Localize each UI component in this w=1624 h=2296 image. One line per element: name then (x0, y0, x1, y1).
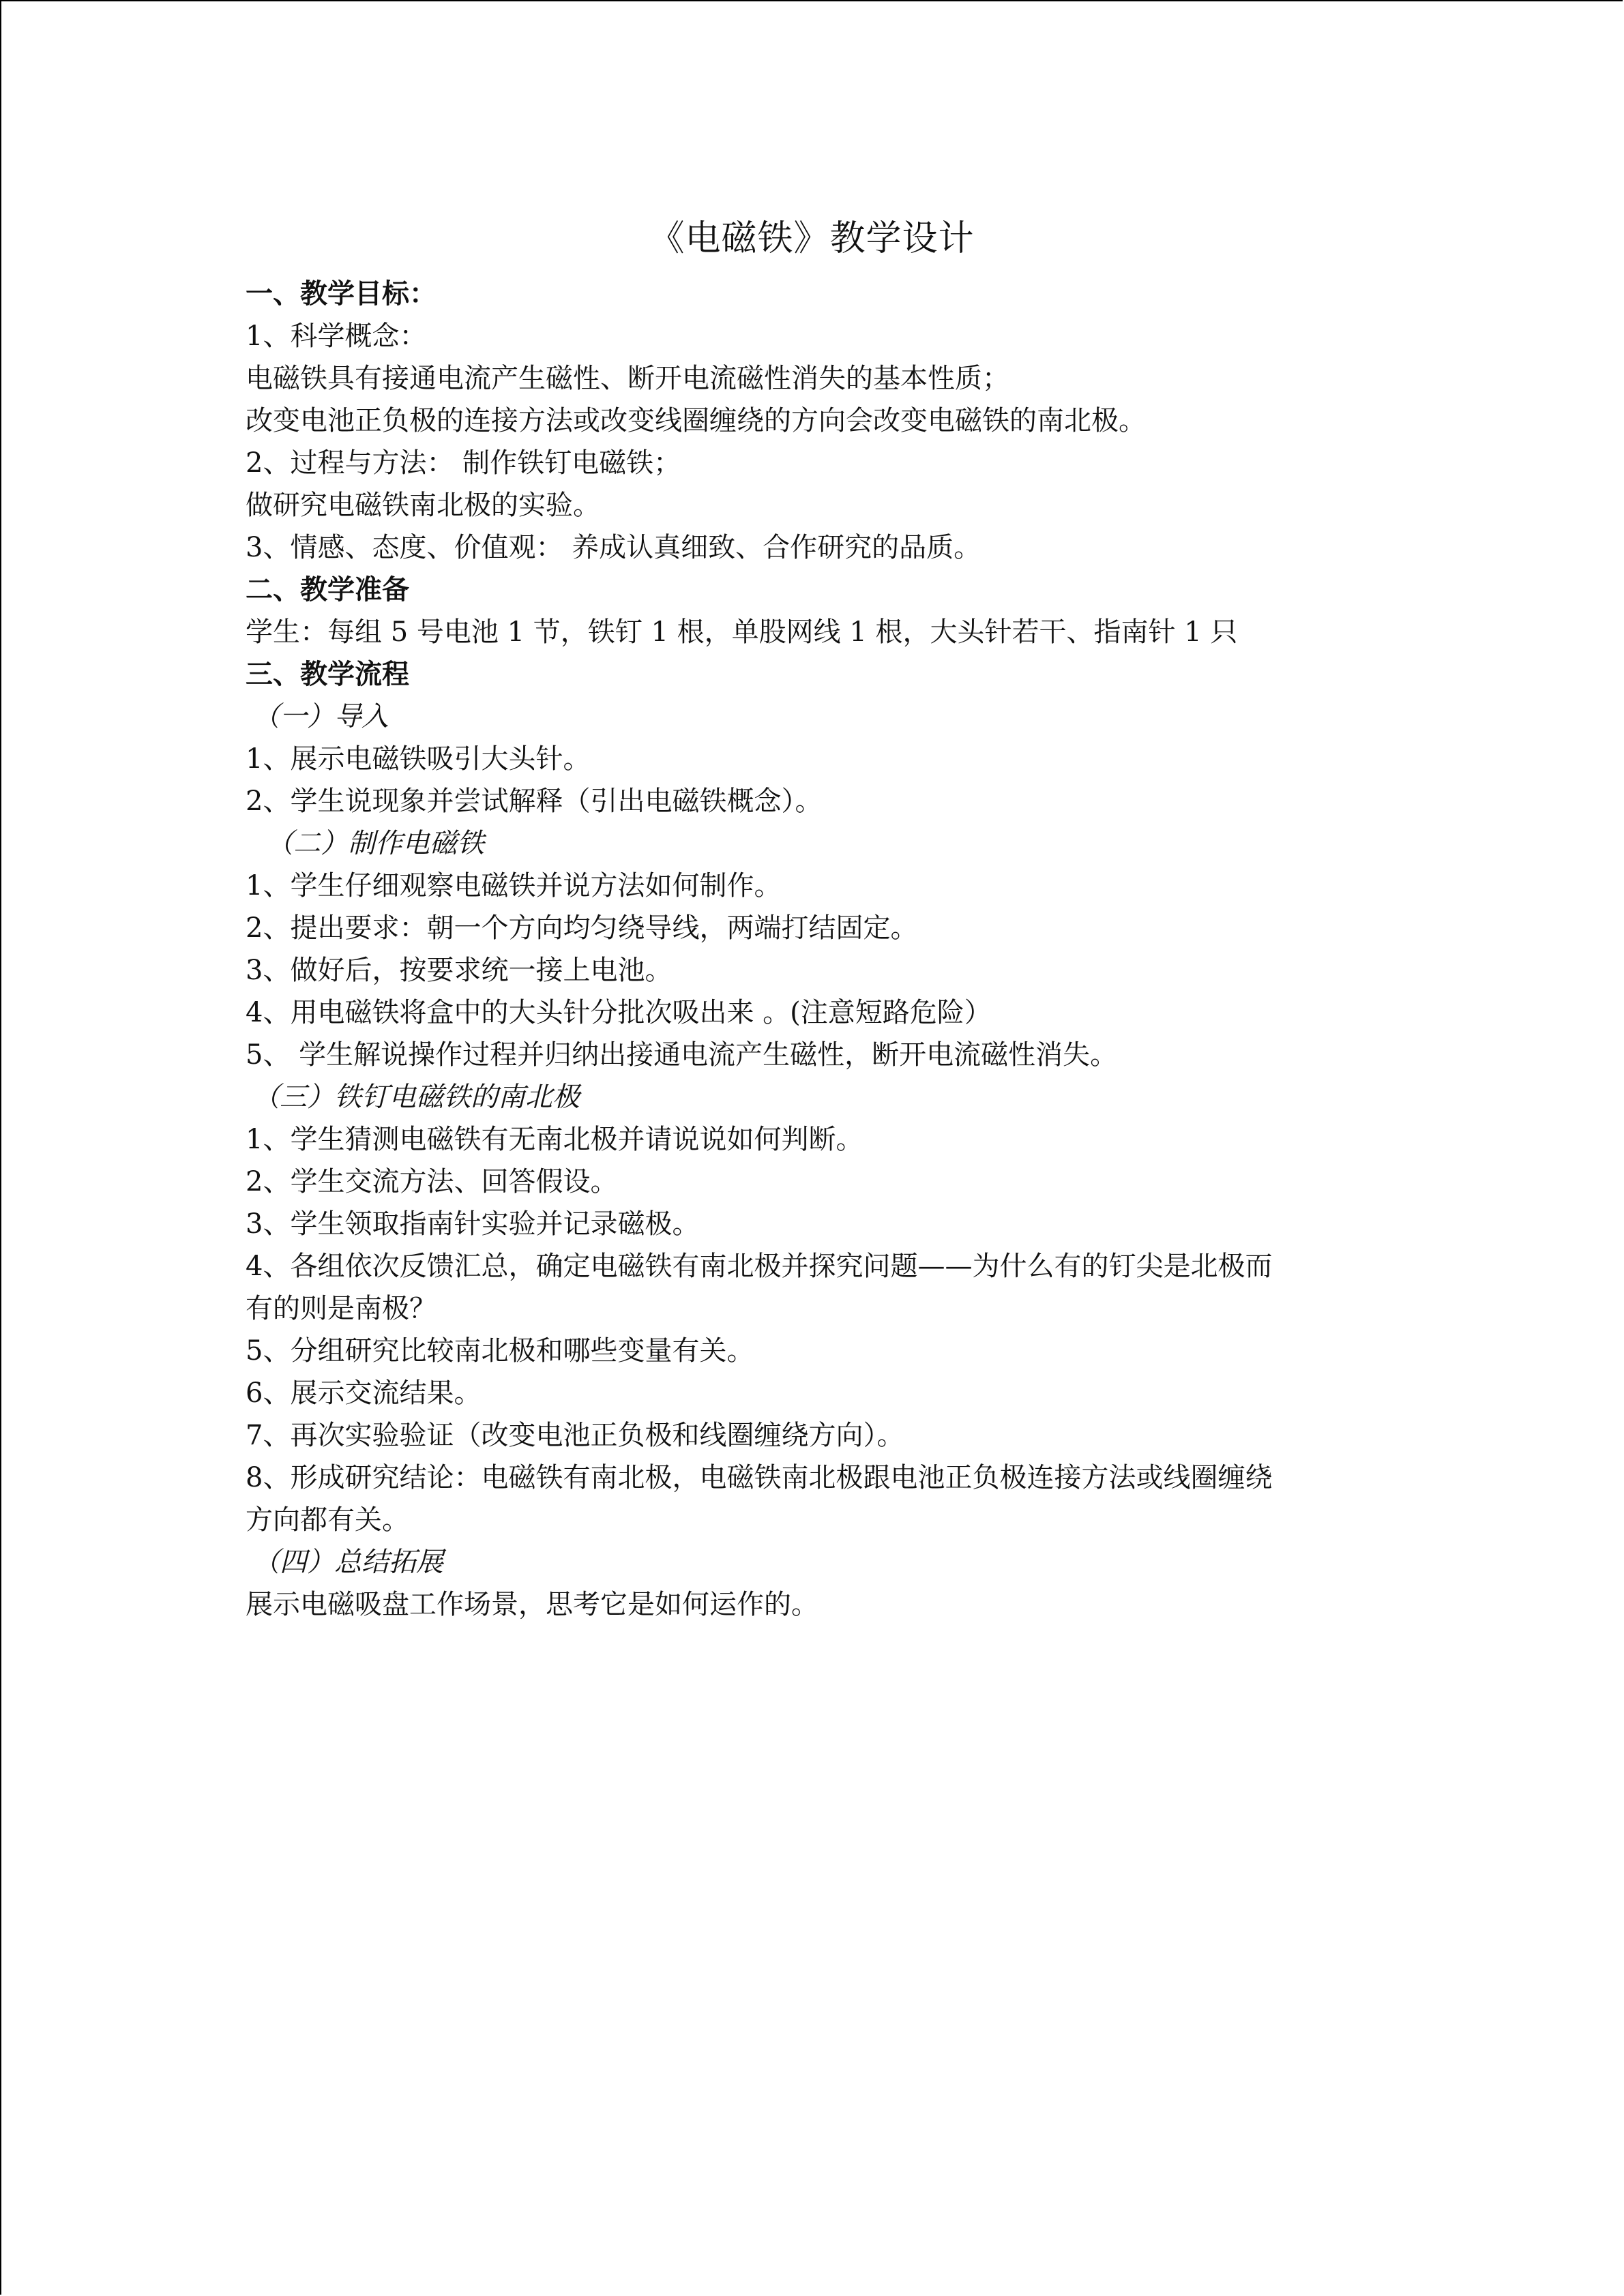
paragraph-line: 5、分组研究比较南北极和哪些变量有关。 (246, 1335, 754, 1367)
paragraph-line: 3、情感、态度、价值观： 养成认真细致、合作研究的品质。 (246, 532, 981, 563)
paragraph-line: 方向都有关。 (246, 1504, 409, 1536)
paragraph-line: 3、做好后，按要求统一接上电池。 (246, 955, 673, 986)
paragraph-line: 电磁铁具有接通电流产生磁性、断开电流磁性消失的基本性质； (246, 363, 1009, 394)
paragraph-line: 1、学生猜测电磁铁有无南北极并请说说如何判断。 (246, 1124, 863, 1155)
section-heading-preparation: 二、教学准备 (246, 573, 409, 606)
paragraph-line: 展示电磁吸盘工作场景，思考它是如何运作的。 (246, 1589, 818, 1620)
paragraph-line: 1、展示电磁铁吸引大头针。 (246, 743, 591, 775)
paragraph-line: 4、各组依次反馈汇总，确定电磁铁有南北极并探究问题——为什么有的钉尖是北极而 (246, 1251, 1273, 1282)
paragraph-line: 8、形成研究结论：电磁铁有南北极，电磁铁南北极跟电池正负极连接方法或线圈缠绕 (246, 1462, 1273, 1493)
document-lines (246, 273, 1378, 1626)
paragraph-line: 7、再次实验验证（改变电池正负极和线圈缠绕方向）。 (246, 1420, 904, 1451)
paragraph-line: 2、学生说现象并尝试解释（引出电磁铁概念）。 (246, 786, 823, 817)
paragraph-line: 学生：每组 5 号电池 1 节，铁钉 1 根，单股网线 1 根，大头针若干、指南针 1 只 (246, 616, 1238, 648)
document-title: 《电磁铁》教学设计 (649, 218, 975, 259)
paragraph-line: 1、科学概念： (246, 320, 427, 352)
subsection-heading-poles: （三）铁钉电磁铁的南北极 (252, 1082, 580, 1113)
subsection-heading-intro: （一）导入 (252, 701, 389, 732)
subsection-heading-summary: （四）总结拓展 (252, 1547, 443, 1578)
paragraph-line: 4、用电磁铁将盒中的大头针分批次吸出来 。(注意短路危险） (246, 997, 992, 1028)
paragraph-line: 6、展示交流结果。 (246, 1377, 482, 1409)
paragraph-line: 改变电池正负极的连接方法或改变线圈缠绕的方向会改变电磁铁的南北极。 (246, 405, 1146, 436)
subsection-heading-make: （二）制作电磁铁 (266, 828, 484, 859)
section-heading-process: 三、教学流程 (246, 658, 409, 690)
paragraph-line: 5、 学生解说操作过程并归纳出接通电流产生磁性，断开电流磁性消失。 (246, 1039, 1118, 1071)
paragraph-line: 做研究电磁铁南北极的实验。 (246, 490, 600, 521)
paragraph-line: 1、学生仔细观察电磁铁并说方法如何制作。 (246, 870, 782, 901)
section-heading-objectives: 一、教学目标： (246, 278, 437, 310)
document-body (246, 205, 1378, 1626)
paragraph-line: 2、提出要求：朝一个方向均匀绕导线，两端打结固定。 (246, 912, 918, 944)
paragraph-line: 2、学生交流方法、回答假设。 (246, 1166, 618, 1197)
paragraph-line: 3、学生领取指南针实验并记录磁极。 (246, 1208, 700, 1240)
paragraph-line: 2、过程与方法： 制作铁钉电磁铁； (246, 447, 681, 479)
paragraph-line: 有的则是南极？ (246, 1293, 437, 1324)
